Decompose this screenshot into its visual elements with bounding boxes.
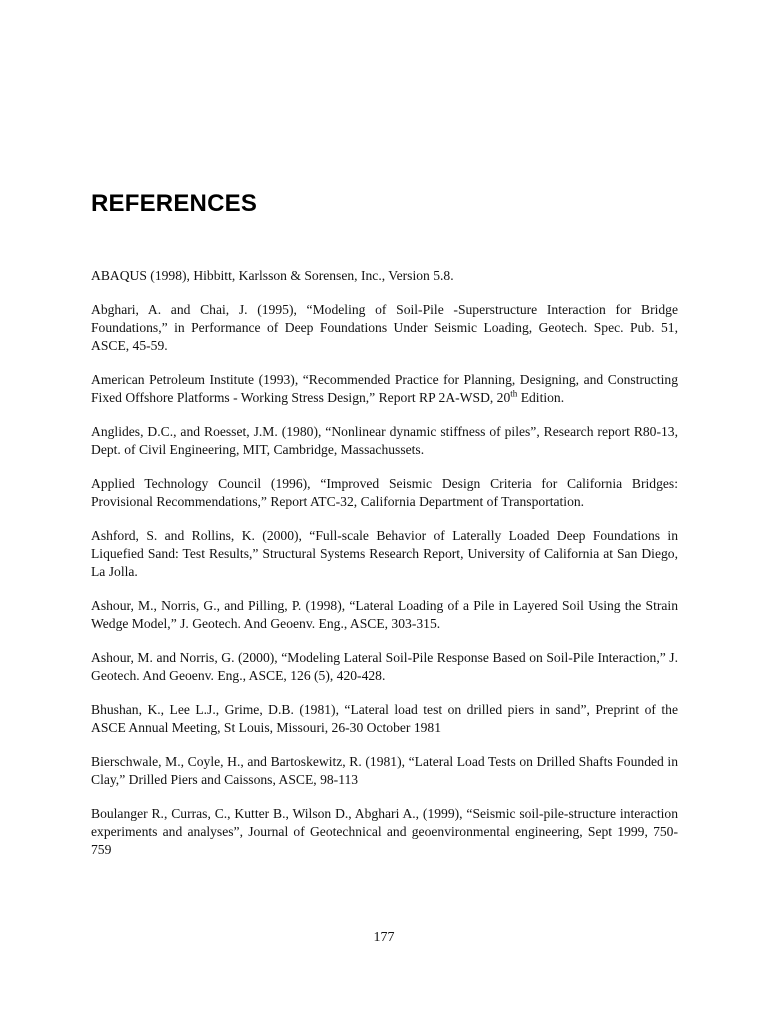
page-number: 177 xyxy=(373,930,395,945)
reference-entry xyxy=(91,597,678,633)
reference-entry xyxy=(91,649,678,685)
reference-text: Bhushan, K., Lee L.J., Grime, D.B. (1981), “Lateral load test on drilled piers in sand”, Preprint of the ASCE Annual Meeting, St Louis, Missouri, 26-30 October 1981 xyxy=(91,702,678,735)
reference-list xyxy=(91,267,678,875)
section-heading: REFERENCES xyxy=(91,190,258,217)
reference-text: Boulanger R., Curras, C., Kutter B., Wilson D., Abghari A., (1999), “Seismic soil-pile-structure interaction experiments and analyses”, Journal of Geotechnical and geoenvironmental engineering, Sept 1999, 750-759 xyxy=(91,806,678,857)
reference-text: Ashour, M., Norris, G., and Pilling, P. (1998), “Lateral Loading of a Pile in Layered Soil Using the Strain Wedge Model,” J. Geotech. And Geoenv. Eng., ASCE, 303-315. xyxy=(91,598,678,631)
reference-text: Abghari, A. and Chai, J. (1995), “Modeling of Soil-Pile -Superstructure Interaction for Bridge Foundations,” in Performance of Deep Foundations Under Seismic Loading, Geotech. Spec. Pub. 51, ASCE, 45-59. xyxy=(91,302,678,353)
reference-text: Anglides, D.C., and Roesset, J.M. (1980), “Nonlinear dynamic stiffness of piles”, Research report R80-13, Dept. of Civil Engineering, MIT, Cambridge, Massachussets. xyxy=(91,424,678,457)
reference-entry xyxy=(91,301,678,355)
reference-text: Ashford, S. and Rollins, K. (2000), “Full-scale Behavior of Laterally Loaded Deep Foundations in Liquefied Sand: Test Results,” Structural Systems Research Report, University of California at San Diego, La Jolla. xyxy=(91,528,678,579)
reference-text: Ashour, M. and Norris, G. (2000), “Modeling Lateral Soil-Pile Response Based on Soil-Pile Interaction,” J. Geotech. And Geoenv. Eng., ASCE, 126 (5), 420-428. xyxy=(91,650,678,683)
reference-text-tail: Edition. xyxy=(517,390,565,405)
reference-text: Bierschwale, M., Coyle, H., and Bartoskewitz, R. (1981), “Lateral Load Tests on Drilled Shafts Founded in Clay,” Drilled Piers and Caissons, ASCE, 98-113 xyxy=(91,754,678,787)
reference-text: Applied Technology Council (1996), “Improved Seismic Design Criteria for California Bridges: Provisional Recommendations,” Report ATC-32, California Department of Transportation. xyxy=(91,476,678,509)
reference-entry xyxy=(91,701,678,737)
reference-entry xyxy=(91,267,678,285)
reference-text: ABAQUS (1998), Hibbitt, Karlsson & Sorensen, Inc., Version 5.8. xyxy=(91,268,454,283)
reference-entry xyxy=(91,475,678,511)
reference-entry xyxy=(91,423,678,459)
reference-text: American Petroleum Institute (1993), “Recommended Practice for Planning, Designing, and Constructing Fixed Offshore Platforms - Working Stress Design,” Report RP 2A-WSD, 20 xyxy=(91,372,678,405)
superscript-ordinal: th xyxy=(510,388,518,399)
reference-entry xyxy=(91,753,678,789)
reference-entry xyxy=(91,805,678,859)
reference-entry xyxy=(91,527,678,581)
reference-entry xyxy=(91,371,678,407)
